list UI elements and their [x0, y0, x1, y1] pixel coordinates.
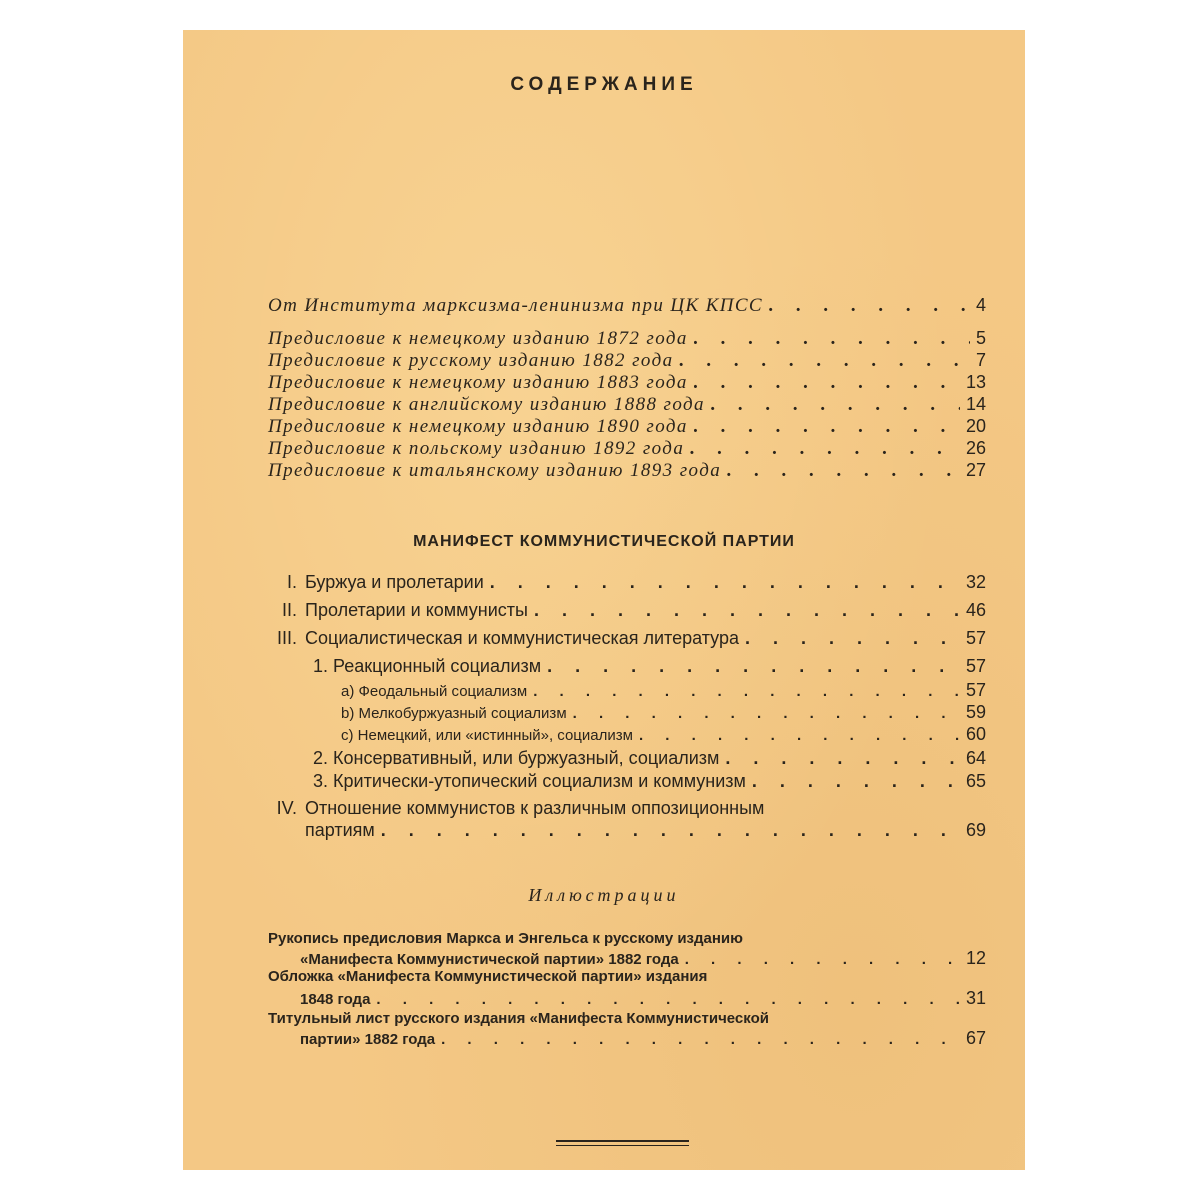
section-page: 57 — [965, 656, 986, 676]
chapter-page: 69 — [965, 820, 986, 840]
section-page: 64 — [965, 748, 986, 768]
toc-entry — [268, 372, 986, 394]
toc-entry — [268, 350, 986, 372]
toc-entry-title: Предисловие к немецкому изданию 1872 года — [268, 328, 688, 349]
toc-entry — [268, 438, 986, 460]
chapter-page: 46 — [965, 600, 986, 620]
contents-title: СОДЕРЖАНИЕ — [510, 74, 698, 95]
illustration-entry — [300, 948, 986, 969]
subsection-number: b) — [341, 705, 355, 722]
illustration-entry — [300, 988, 986, 1009]
illustration-title: «Манифеста Коммунистической партии» 1882 года — [300, 951, 679, 968]
toc-entry-title: Предисловие к немецкому изданию 1883 года — [268, 372, 688, 393]
illustration-title: 1848 года — [300, 991, 371, 1008]
toc-entry — [268, 460, 986, 482]
toc-chapter-continued — [305, 820, 986, 841]
section-title: Критически-утопический социализм и коммунизм — [333, 771, 746, 791]
section-number: 2. — [313, 748, 329, 768]
toc-section — [313, 771, 986, 792]
subsection-page: 60 — [965, 724, 986, 744]
section-title: Реакционный социализм — [333, 656, 542, 676]
chapter-title: Буржуа и пролетарии — [305, 572, 484, 592]
illustration-page: 67 — [965, 1028, 986, 1048]
toc-entry-page: 27 — [965, 460, 986, 480]
toc-entry-title: Предисловие к английскому изданию 1888 года — [268, 394, 705, 415]
toc-entry-title: Предисловие к польскому изданию 1892 года — [268, 438, 685, 459]
toc-chapter — [263, 572, 986, 593]
toc-entry-title: Предисловие к немецкому изданию 1890 года — [268, 416, 688, 437]
toc-chapter — [263, 628, 986, 649]
chapter-number: II. — [281, 600, 297, 620]
toc-chapter — [263, 600, 986, 621]
toc-entry-title: Предисловие к итальянскому изданию 1893 года — [268, 460, 722, 481]
chapter-title: Отношение коммунистов к различным оппозиционным — [305, 798, 765, 818]
end-rule — [556, 1140, 689, 1142]
toc-entry-title: От Института марксизма-ленинизма при ЦК КПСС — [268, 295, 763, 316]
subsection-number: c) — [341, 727, 354, 744]
chapter-title-continued: партиям — [305, 820, 375, 840]
toc-entry-page: 14 — [965, 394, 986, 414]
toc-entry — [268, 295, 986, 317]
subsection-page: 59 — [965, 702, 986, 722]
illustration-page: 31 — [965, 988, 986, 1008]
toc-entry — [268, 394, 986, 416]
illustrations-heading: Иллюстрации — [528, 885, 680, 905]
toc-entry-title: Предисловие к русскому изданию 1882 года — [268, 350, 674, 371]
subsection-title: Немецкий, или «истинный», социализм — [357, 727, 633, 744]
toc-entry-page: 5 — [975, 328, 986, 348]
chapter-number: III. — [276, 628, 297, 648]
toc-entry-page: 13 — [965, 372, 986, 392]
chapter-page: 57 — [965, 628, 986, 648]
manifesto-heading: МАНИФЕСТ КОММУНИСТИЧЕСКОЙ ПАРТИИ — [413, 533, 795, 550]
chapter-page: 32 — [965, 572, 986, 592]
illustration-page: 12 — [965, 948, 986, 968]
toc-section — [313, 748, 986, 769]
illustration-entry — [300, 1028, 986, 1049]
section-number: 3. — [313, 771, 329, 791]
end-rule — [556, 1145, 689, 1146]
toc-subsection — [341, 680, 986, 701]
subsection-number: a) — [341, 683, 355, 700]
section-number: 1. — [313, 656, 329, 676]
section-title: Консервативный, или буржуазный, социализм — [333, 748, 720, 768]
subsection-title: Мелкобуржуазный социализм — [358, 705, 567, 722]
toc-entry — [268, 328, 986, 350]
toc-entry-page: 7 — [975, 350, 986, 370]
toc-entry — [268, 416, 986, 438]
illustration-entry-line: Титульный лист русского издания «Манифеста Коммунистической — [268, 1010, 769, 1027]
chapter-title: Пролетарии и коммунисты — [305, 600, 528, 620]
toc-subsection — [341, 724, 986, 745]
subsection-page: 57 — [965, 680, 986, 700]
toc-entry-page: 26 — [965, 438, 986, 458]
toc-subsection — [341, 702, 986, 723]
chapter-number: I. — [286, 572, 297, 592]
illustration-title: партии» 1882 года — [300, 1031, 436, 1048]
toc-entry-page: 4 — [975, 295, 986, 315]
chapter-title: Социалистическая и коммунистическая литература — [305, 628, 739, 648]
chapter-number: IV. — [276, 798, 297, 818]
illustration-entry-line: Рукопись предисловия Маркса и Энгельса к русскому изданию — [268, 930, 743, 947]
subsection-title: Феодальный социализм — [358, 683, 528, 700]
toc-section — [313, 656, 986, 677]
toc-entry-page: 20 — [965, 416, 986, 436]
illustration-entry-line: Обложка «Манифеста Коммунистической партии» издания — [268, 968, 708, 985]
toc-chapter — [263, 798, 986, 819]
book-page — [183, 30, 1025, 1170]
section-page: 65 — [965, 771, 986, 791]
